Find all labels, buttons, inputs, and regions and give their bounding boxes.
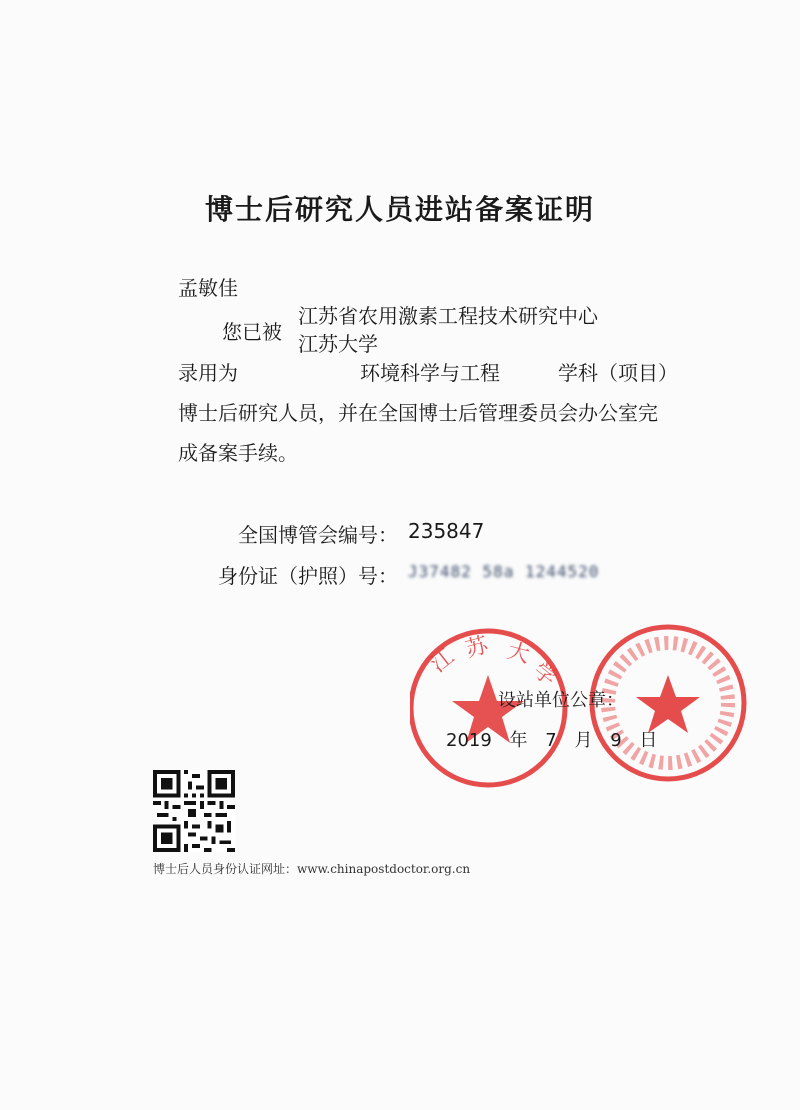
document-title: 博士后研究人员进站备案证明: [204, 193, 595, 226]
date-year-unit: 年: [509, 730, 528, 751]
date-month: 7: [545, 730, 557, 751]
unit-name-2: 江苏大学: [298, 332, 378, 356]
date-day-unit: 日: [639, 730, 658, 751]
body-line-3: 成备案手续。: [178, 441, 298, 465]
seal-label: 设站单位公章：: [498, 690, 624, 711]
id-number-label: 身份证（护照）号：: [218, 564, 398, 588]
verification-url-caption: 博士后人员身份认证网址：www.chinapostdoctor.org.cn: [153, 862, 471, 876]
date-day: 9: [610, 730, 622, 751]
verification-qr-code: [153, 770, 235, 852]
unit-name-1: 江苏省农用激素工程技术研究中心: [298, 304, 598, 328]
discipline: 环境科学与工程: [360, 361, 500, 385]
discipline-suffix: 学科（项目）: [558, 361, 678, 385]
date-year: 2019: [446, 730, 492, 751]
svg-text:学: 学: [528, 658, 562, 692]
hired-as-label: 录用为: [178, 361, 238, 385]
id-number-value-blurred: [408, 562, 598, 584]
registration-number: 235847: [408, 519, 485, 543]
svg-text:大: 大: [504, 638, 533, 669]
unit-intro: 您已被: [222, 320, 282, 344]
svg-text:江: 江: [426, 644, 460, 678]
issue-date: [446, 726, 669, 752]
svg-text:苏: 苏: [463, 632, 491, 663]
date-month-unit: 月: [574, 730, 593, 751]
id-number-text: J37482 58a 1244520: [408, 562, 600, 581]
seal-star-icon: [636, 675, 700, 733]
body-line-2: 博士后研究人员，并在全国博士后管理委员会办公室完: [178, 401, 658, 425]
registration-label: 全国博管会编号：: [238, 523, 398, 547]
person-name: 孟敏佳: [178, 276, 238, 300]
